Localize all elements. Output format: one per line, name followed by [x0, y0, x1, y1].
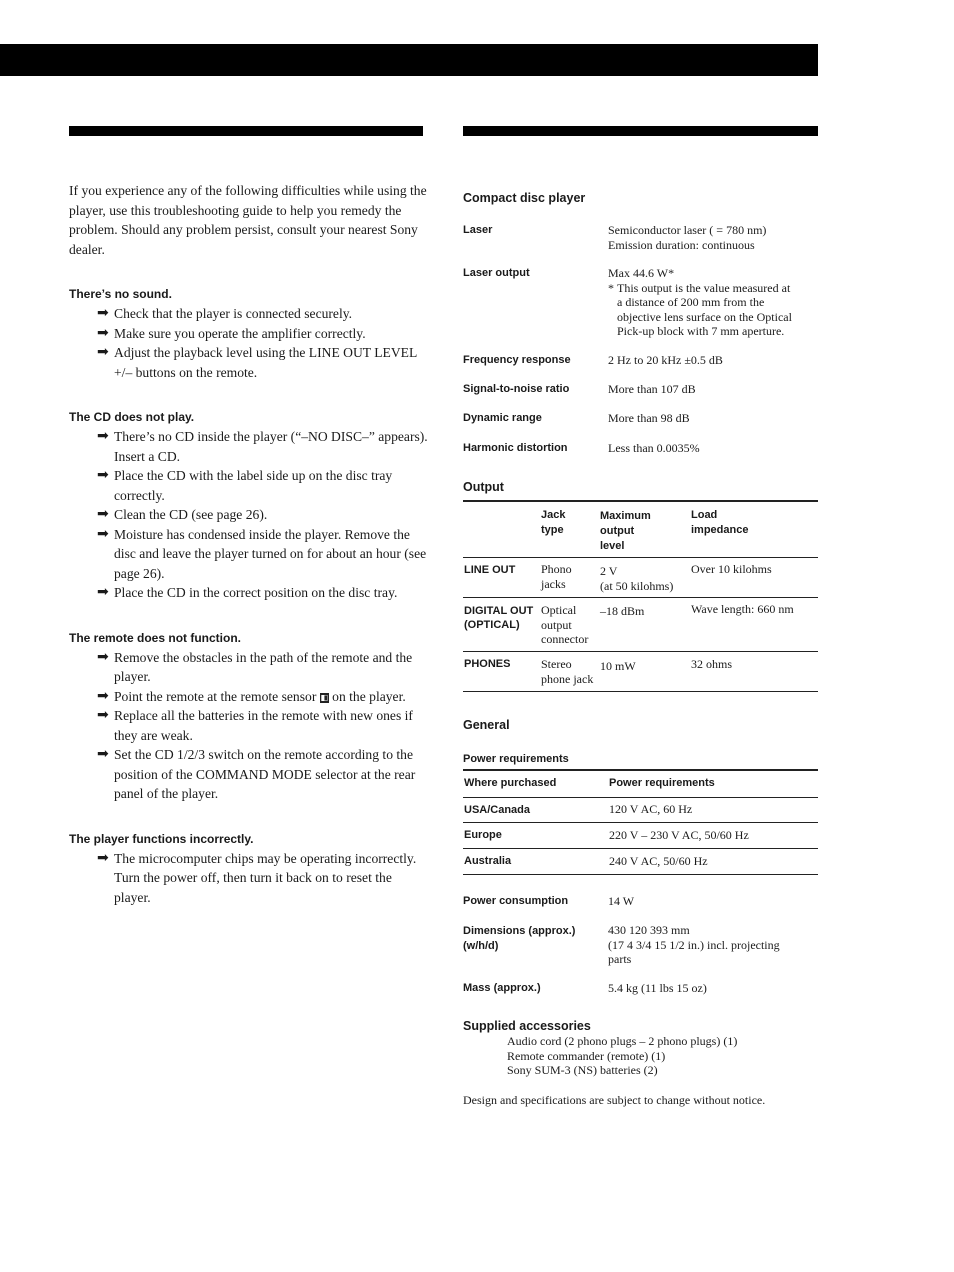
frequency-response-label: Frequency response	[463, 354, 571, 366]
table-row-phones-level: 10 mW	[600, 659, 636, 673]
list-item: Remote commander (remote) (1)	[507, 1048, 666, 1063]
supplied-accessories-title: Supplied accessories	[463, 1019, 591, 1033]
list-item: ➡ The microcomputer chips may be operating incorrectly. Turn the power off, then turn it back on to reset the player.	[97, 849, 417, 905]
mass-label: Mass (approx.)	[463, 982, 541, 994]
table-row-digital-out-name: DIGITAL OUT (OPTICAL)	[464, 605, 534, 631]
snr-label: Signal-to-noise ratio	[463, 383, 570, 395]
arrow-icon: ➡	[97, 525, 109, 542]
general-title: General	[463, 718, 510, 732]
section-remote-does-not-function	[69, 630, 429, 804]
mass-value: 5.4 kg (11 lbs 15 oz)	[608, 981, 707, 995]
output-header-jack: Jack type	[541, 509, 566, 536]
power-header-requirements: Power requirements	[609, 777, 715, 789]
section-heading: The remote does not function.	[69, 630, 242, 645]
supplied-accessories-list	[507, 1034, 737, 1078]
arrow-icon: ➡	[97, 305, 109, 321]
arrow-icon: ➡	[97, 344, 109, 360]
table-row-australia-region: Australia	[464, 855, 512, 867]
table-row-line-out-load: Over 10 kilohms	[691, 562, 772, 576]
table-row-usa-power: 120 V AC, 60 Hz	[609, 802, 693, 816]
harmonic-distortion-label: Harmonic distortion	[463, 442, 568, 454]
list-item: ➡ Adjust the playback level using the LINE OUT LEVEL +/– buttons on the remote.	[97, 344, 417, 380]
output-header-level: Maximum output level	[600, 510, 651, 552]
dynamic-range-value: More than 98 dB	[608, 411, 690, 425]
list-item: ➡ Remove the obstacles in the path of the remote and the player.	[97, 648, 413, 684]
table-row-digital-out-load: Wave length: 660 nm	[691, 602, 794, 616]
laser-output-label: Laser output	[463, 267, 530, 279]
section-player-functions-incorrectly	[69, 831, 429, 908]
troubleshooting-intro: If you experience any of the following difficulties while using the player, use this troubleshooting guide to help you remedy the problem. Should any problem persist, consult your nearest Sony dealer.	[69, 183, 427, 257]
list-item: ➡ There’s no CD inside the player (“–NO DISC–” appears). Insert a CD.	[97, 428, 428, 464]
arrow-icon: ➡	[97, 648, 109, 665]
table-rule	[463, 769, 818, 771]
table-rule	[463, 822, 818, 823]
table-rule	[463, 557, 818, 558]
arrow-icon: ➡	[97, 467, 109, 483]
troubleshooting-column	[69, 181, 429, 907]
dimensions-label: Dimensions (approx.) (w/h/d)	[463, 925, 576, 952]
harmonic-distortion-value: Less than 0.0035%	[608, 441, 700, 455]
laser-label: Laser	[463, 224, 493, 236]
arrow-icon: ➡	[97, 584, 109, 600]
list-item: ➡ Place the CD in the correct position on the disc tray.	[69, 583, 429, 603]
arrow-icon: ➡	[97, 506, 109, 522]
section-cd-does-not-play	[69, 409, 429, 603]
list-item: ➡ Point the remote at the remote sensor ◧ on the player.	[69, 687, 429, 707]
section-no-sound	[69, 286, 429, 382]
arrow-icon: ➡	[97, 849, 109, 866]
table-row-phones-jack: Stereo phone jack	[541, 657, 594, 686]
arrow-icon: ➡	[97, 746, 109, 762]
compact-disc-player-title: Compact disc player	[463, 191, 586, 205]
table-rule	[463, 651, 818, 652]
table-row-europe-power: 220 V – 230 V AC, 50/60 Hz	[609, 828, 749, 842]
power-consumption-value: 14 W	[608, 894, 635, 908]
table-row-phones-load: 32 ohms	[691, 657, 733, 671]
list-item: Sony SUM-3 (NS) batteries (2)	[507, 1063, 658, 1077]
list-item: ➡ Place the CD with the label side up on the disc tray correctly.	[97, 467, 393, 503]
power-requirements-title: Power requirements	[463, 753, 569, 765]
list-item: ➡ Set the CD 1/2/3 switch on the remote according to the position of the COMMAND MODE selector at the rear panel of the player.	[97, 746, 416, 801]
troubleshooting-section-bar	[69, 126, 423, 136]
table-rule	[463, 691, 818, 692]
list-item: Audio cord (2 phono plugs – 2 phono plugs) (1)	[507, 1034, 738, 1048]
power-consumption-label: Power consumption	[463, 895, 569, 907]
table-row-phones-name: PHONES	[464, 658, 511, 670]
arrow-icon: ➡	[97, 324, 109, 341]
table-row-australia-power: 240 V AC, 50/60 Hz	[609, 854, 708, 868]
output-header-load: Load impedance	[691, 509, 749, 536]
list-item: ➡ Moisture has condensed inside the player. Remove the disc and leave the player turned on for about an hour (see page 26).	[97, 525, 427, 581]
power-header-where: Where purchased	[464, 777, 557, 789]
section-heading: The CD does not play.	[69, 410, 195, 424]
section-heading: The player functions incorrectly.	[69, 831, 254, 846]
laser-value: Semiconductor laser ( = 780 nm) Emission duration: continuous	[608, 223, 767, 252]
dimensions-value: 430 120 393 mm (17 4 3/4 15 1/2 in.) incl. projecting parts	[608, 923, 780, 966]
list-item: ➡ Replace all the batteries in the remote with new ones if they are weak.	[97, 707, 413, 743]
list-item: ➡ Check that the player is connected securely.	[69, 304, 429, 324]
remote-sensor-icon: ◧	[320, 692, 329, 702]
table-row-usa-region: USA/Canada	[464, 804, 531, 816]
table-row-line-out-jack: Phono jacks	[541, 562, 572, 591]
output-title: Output	[463, 480, 504, 494]
list-item: ➡ Make sure you operate the amplifier correctly.	[69, 324, 429, 344]
laser-output-value: Max 44.6 W* * This output is the value measured at a distance of 200 mm from the objective lens surface on the Optical Pick-up block with 7 mm aperture.	[608, 266, 792, 338]
table-row-europe-region: Europe	[464, 829, 502, 841]
header-bar	[0, 44, 818, 76]
arrow-icon: ➡	[97, 707, 109, 723]
table-rule	[463, 597, 818, 598]
section-heading: There’s no sound.	[69, 287, 172, 301]
table-row-line-out-level: 2 V (at 50 kilohms)	[600, 564, 674, 593]
list-item: ➡ Clean the CD (see page 26).	[69, 505, 429, 525]
table-row-digital-out-jack: Optical output connector	[541, 603, 589, 646]
arrow-icon: ➡	[97, 428, 109, 444]
table-rule	[463, 848, 818, 849]
frequency-response-value: 2 Hz to 20 kHz ±0.5 dB	[608, 353, 723, 367]
table-rule	[463, 874, 818, 875]
table-rule	[463, 797, 818, 798]
table-row-digital-out-level: –18 dBm	[600, 604, 645, 618]
specifications-section-bar	[463, 126, 818, 136]
snr-value: More than 107 dB	[608, 382, 696, 396]
arrow-icon: ➡	[97, 687, 109, 704]
table-rule	[463, 500, 818, 502]
table-row-line-out-name: LINE OUT	[464, 564, 516, 576]
specifications-footnote: Design and specifications are subject to change without notice.	[463, 1093, 766, 1107]
dynamic-range-label: Dynamic range	[463, 412, 542, 424]
